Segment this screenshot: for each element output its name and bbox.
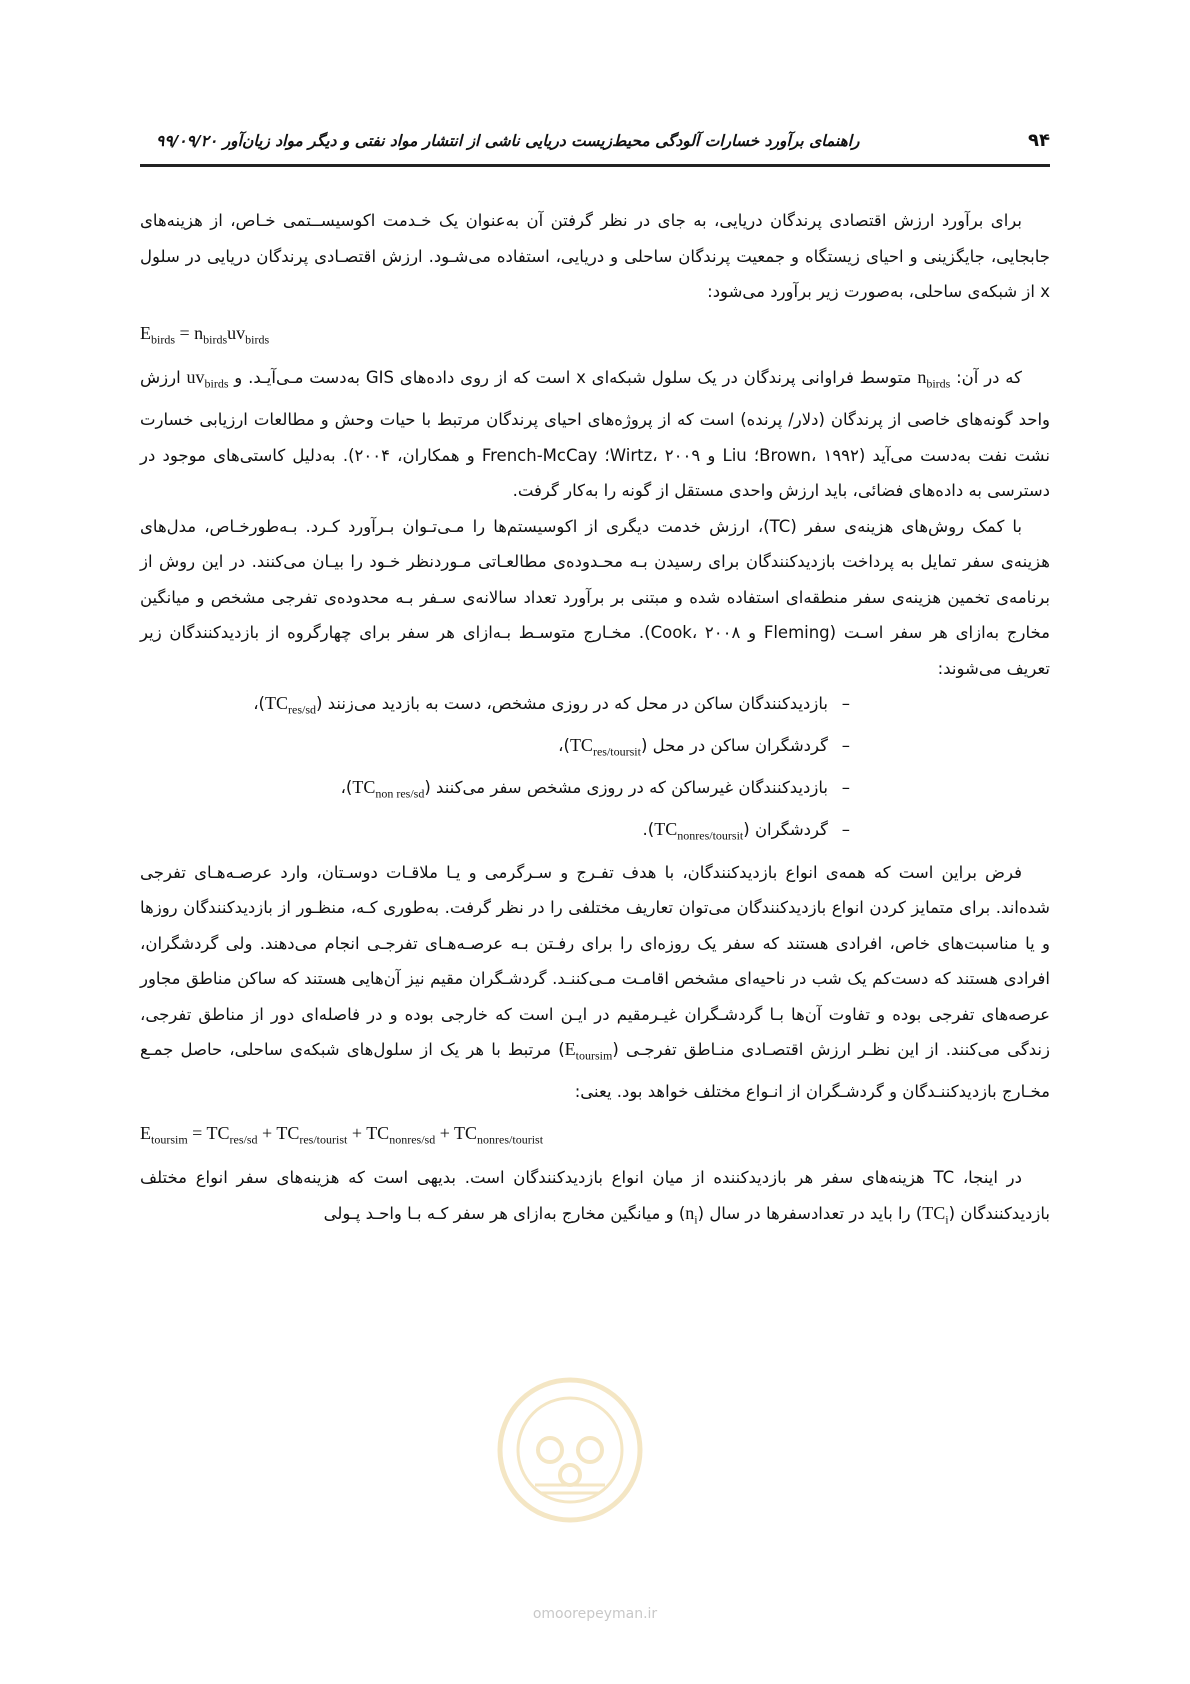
- page-header: [140, 128, 1050, 167]
- equation-birds: $E_{birds} = n_{birds}uv_{birds}$: [140, 322, 270, 347]
- list-item: – بازدیدکنندگان ساکن در محل که در روزی مشخص، دست به بازدید می‌زنند $(TC_{res/sd})،$: [140, 686, 850, 728]
- watermark-url: omoorepeyman.ir: [532, 1606, 658, 1622]
- running-title-text: راهنمای برآورد خسارات آلودگی محیط‌زیست دریایی ناشی از انتشار مواد نفتی و دیگر مواد زیان‌آور: [222, 132, 860, 150]
- paragraph-2: که در آن: $n_{birds}$ متوسط فراوانی پرندگان در یک سلول شبکه‌ای x است که از روی داده‌های GIS به‌دست مـی‌آیـد. و $uv_{birds}$ ارزش واحد گونه‌های خاصی از پرندگان (دلار/ پرنده) است که از پروژه‌های احیای پرندگان مرتبط با حیات وحش و مطالعات ارزیابی خسارت نشت نفت به‌دست می‌آید (Brown، ۱۹۹۲؛ Liu و Wirtz، ۲۰۰۹؛ French-McCay و همکاران، ۲۰۰۴). به‌دلیل کاستی‌های موجود در دسترسی به داده‌های فضائی، باید ارزش واحدی مستقل از گونه را به‌کار گرفت.: [140, 367, 1050, 501]
- paragraph-3: با کمک روش‌های هزینه‌ی سفر (TC)، ارزش خدمت دیگری از اکوسیستم‌ها را مـی‌تـوان بـرآورد کـرد. بـه‌طورخـاص، مدل‌های هزینه‌ی سفر تمایل به پرداخت بازدیدکنندگان برای رسیدن بـه محـدوده‌ی مطالعـاتی مـوردنظر خـود را بیـان می‌کنند. در این روش از برنامه‌ی تخمین هزینه‌ی سفر منطقه‌ای استفاده شده و مبتنی بر برآورد تعداد سالانه‌ی سـفر بـه محدوده‌ی تفرجی مشخص و میانگین مخارج به‌ازای هر سفر اسـت (Fleming و Cook، ۲۰۰۸). مخـارج متوسـط بـه‌ازای هر سفر برای چهارگروه از بازدیدکنندگان زیر تعریف می‌شوند:: [140, 516, 1050, 678]
- running-title-date: ۹۹/۰۹/۲۰: [156, 132, 218, 150]
- paragraph-4: فرض براین است که همه‌ی انواع بازدیدکنندگان، با هدف تفـرج و سـرگرمی و یـا ملاقـات دوسـتان، وارد عرصـه‌هـای تفرجی شده‌اند. برای متمایز کردن انواع بازدیدکنندگان می‌توان تعاریف مختلفی را در نظر گرفت. به‌طوری کـه، منظـور از بازدیدکنندگان روزها و یا مناسبت‌های خاص، افرادی هستند که سفر یک روزه‌ای را برای رفـتن بـه عرصـه‌هـای تفرجـی انجام می‌دهند. ولی گردشگران، افرادی هستند که دست‌کم یک شب در ناحیه‌ای مشخص اقامـت مـی‌کننـد. گردشـگران مقیم نیز آن‌هایی هستند که ساکن مناطق مجاور عرصه‌های تفرجی بوده و تفاوت آن‌ها بـا گردشـگران غیـرمقیم در ایـن است که خارجی بوده و در فاصله‌ای دور از مناطق تفرجی، زندگی می‌کنند. از این نظـر ارزش اقتصـادی منـاطق تفرجـی $(E_{toursim})$ مرتبط با هر یک از سلول‌های شبکه‌ی ساحلی، حاصل جمـع مخـارج بازدیدکننـدگان و گردشـگران از انـواع مختلف خواهد بود. یعنی:: [140, 862, 1050, 1102]
- paragraph-5: در اینجا، TC هزینه‌های سفر هر بازدیدکننده از میان انواع بازدیدکنندگان است. بدیهی است که هزینه‌های سفر انواع مختلف بازدیدکنندگان $(TC_i)$ را باید در تعدادسفرها در سال $(n_i)$ و میانگین مخارج به‌ازای هر سفر کـه بـا واحـد پـولی: [140, 1168, 1050, 1227]
- watermark-seal-icon: [495, 1375, 645, 1525]
- running-title: [140, 132, 860, 150]
- visitor-type-list: [140, 686, 1050, 854]
- paragraph-1: برای برآورد ارزش اقتصادی پرندگان دریایی، به جای در نظر گرفتن آن به‌عنوان یک خـدمت اکوسیســتمی خـاص، از هزینه‌های جابجایی، جایگزینی و احیای زیستگاه و جمعیت پرندگان ساحلی و دریایی، استفاده می‌شـود. ارزش اقتصـادی پرندگان دریایی در سلول x از شبکه‌ی ساحلی، به‌صورت زیر برآورد می‌شود:: [140, 211, 1050, 301]
- equation-tourism: $E_{toursim} = TC_{res/sd} + TC_{res/tourist} + TC_{nonres/sd} + TC_{nonres/tourist}$: [140, 1122, 544, 1147]
- list-item: – گردشگران ساکن در محل $(TC_{res/toursit})،$: [140, 728, 850, 770]
- list-item: – گردشگران $(TC_{nonres/toursit})$.: [140, 812, 850, 854]
- list-item: – بازدیدکنندگان غیرساکن که در روزی مشخص سفر می‌کنند $(TC_{non res/sd})،$: [140, 770, 850, 812]
- page-number: ۹۴: [1028, 130, 1050, 151]
- body-text: [140, 203, 1050, 1238]
